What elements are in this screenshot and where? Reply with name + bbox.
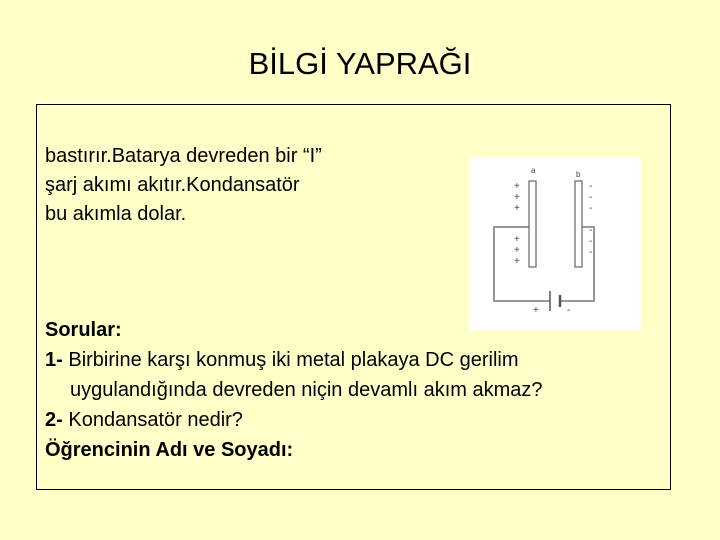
plus-sign: +	[514, 234, 520, 245]
label-b: b	[576, 170, 581, 179]
question-2	[45, 405, 543, 435]
intro-line-2: şarj akımı akıtır.Kondansatör	[45, 174, 300, 196]
intro-text	[45, 142, 322, 229]
questions-section	[45, 315, 543, 465]
label-a: a	[531, 166, 536, 175]
question-2-text: Kondansatör nedir?	[68, 409, 243, 431]
capacitor-diagram	[469, 157, 641, 330]
questions-heading: Sorular:	[45, 319, 122, 341]
student-name-label: Öğrencinin Adı ve Soyadı:	[45, 439, 294, 461]
question-1	[45, 345, 543, 375]
minus-charges	[589, 181, 592, 258]
plus-sign: +	[514, 181, 520, 192]
minus-sign: -	[589, 247, 593, 258]
plus-sign: +	[514, 192, 520, 203]
page-title: BİLGİ YAPRAĞI	[248, 46, 472, 81]
question-1-continuation: uygulandığında devreden niçin devamlı akım akmaz?	[70, 379, 543, 401]
question-2-number: 2-	[45, 409, 63, 431]
plus-sign: +	[514, 256, 520, 267]
plus-sign: +	[514, 203, 520, 214]
battery-minus-label: -	[567, 305, 571, 316]
battery-plus-label: +	[533, 305, 539, 316]
intro-line-1: bastırır.Batarya devreden bir “I”	[45, 145, 322, 167]
minus-sign: -	[589, 203, 593, 214]
left-wire	[494, 227, 550, 301]
plus-charges	[514, 181, 520, 267]
minus-sign: -	[589, 192, 593, 203]
capacitor-circuit-svg	[469, 157, 641, 330]
question-1-text: Birbirine karşı konmuş iki metal plakaya DC gerilim	[68, 349, 519, 371]
minus-sign: -	[589, 236, 593, 247]
minus-sign: -	[589, 181, 593, 192]
content-box	[36, 104, 671, 490]
question-1-number: 1-	[45, 349, 63, 371]
minus-sign: -	[589, 225, 593, 236]
intro-line-3: bu akımla dolar.	[45, 203, 187, 225]
plate-a	[529, 181, 536, 267]
plus-sign: +	[514, 245, 520, 256]
plate-b	[575, 181, 582, 267]
